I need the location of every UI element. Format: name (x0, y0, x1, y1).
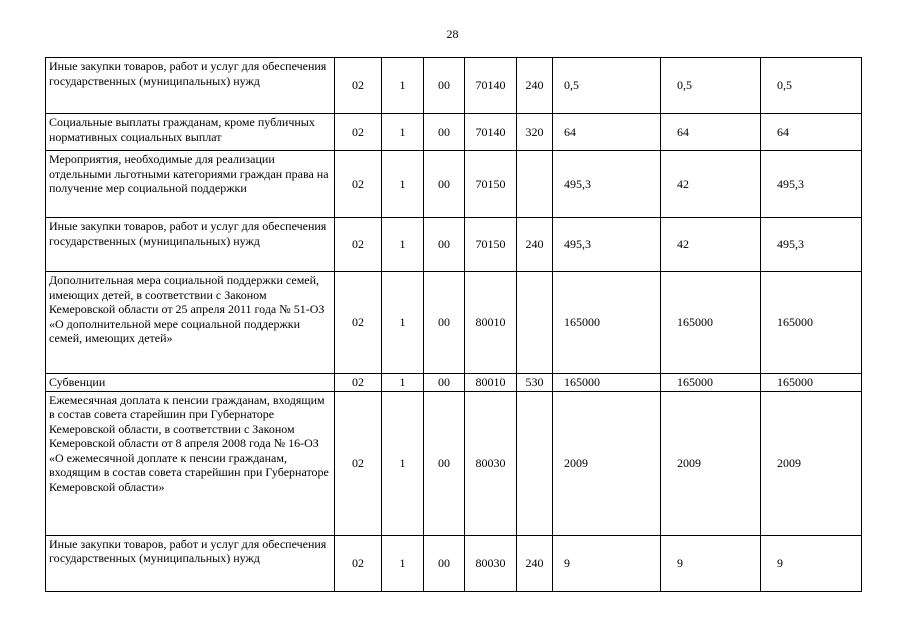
row-program-code: 1 (382, 218, 424, 272)
row-amount-year3: 165000 (761, 272, 862, 374)
row-target-article: 70140 (465, 114, 517, 151)
row-target-article: 80010 (465, 374, 517, 392)
row-amount-year2: 2009 (661, 391, 761, 535)
row-subprogram-code: 00 (424, 272, 465, 374)
row-program-code: 1 (382, 391, 424, 535)
row-amount-year3: 2009 (761, 391, 862, 535)
row-description: Иные закупки товаров, работ и услуг для обеспечения государственных (муниципальных) нужд (46, 58, 335, 114)
row-amount-year2: 9 (661, 535, 761, 591)
row-target-article: 70150 (465, 218, 517, 272)
row-amount-year1: 2009 (553, 391, 661, 535)
row-description: Субвенции (46, 374, 335, 392)
row-subprogram-code: 00 (424, 151, 465, 218)
row-amount-year1: 64 (553, 114, 661, 151)
row-description: Мероприятия, необходимые для реализации отдельными льготными категориями граждан права на получение мер социальной поддержки (46, 151, 335, 218)
row-amount-year3: 64 (761, 114, 862, 151)
row-target-article: 80010 (465, 272, 517, 374)
row-section-code: 02 (335, 272, 382, 374)
row-expense-type: 530 (517, 374, 553, 392)
row-subprogram-code: 00 (424, 114, 465, 151)
row-description: Иные закупки товаров, работ и услуг для обеспечения государственных (муниципальных) нужд (46, 218, 335, 272)
row-amount-year1: 9 (553, 535, 661, 591)
row-target-article: 70150 (465, 151, 517, 218)
row-program-code: 1 (382, 272, 424, 374)
row-section-code: 02 (335, 218, 382, 272)
page-number: 28 (446, 27, 459, 41)
row-program-code: 1 (382, 151, 424, 218)
row-target-article: 80030 (465, 391, 517, 535)
row-target-article: 80030 (465, 535, 517, 591)
row-subprogram-code: 00 (424, 374, 465, 392)
row-expense-type: 240 (517, 535, 553, 591)
row-expense-type: 240 (517, 58, 553, 114)
row-amount-year3: 9 (761, 535, 862, 591)
row-target-article: 70140 (465, 58, 517, 114)
row-subprogram-code: 00 (424, 218, 465, 272)
row-amount-year2: 42 (661, 218, 761, 272)
table-row (46, 272, 862, 374)
table-row (46, 218, 862, 272)
row-expense-type: 240 (517, 218, 553, 272)
row-amount-year2: 165000 (661, 272, 761, 374)
row-subprogram-code: 00 (424, 391, 465, 535)
row-amount-year2: 64 (661, 114, 761, 151)
row-description: Социальные выплаты гражданам, кроме публичных нормативных социальных выплат (46, 114, 335, 151)
table-row (46, 374, 862, 392)
row-section-code: 02 (335, 114, 382, 151)
row-program-code: 1 (382, 374, 424, 392)
row-amount-year2: 165000 (661, 374, 761, 392)
row-description: Ежемесячная доплата к пенсии гражданам, входящим в состав совета старейшин при Губернаторе Кемеровской области, в соответствии с Законом Кемеровской области от 8 апреля 2008 года № 16-ОЗ «О ежемесячной доплате к пенсии гражданам, входящим в состав совета старейшин при Губернаторе Кемеровской области» (46, 391, 335, 535)
table-row (46, 151, 862, 218)
row-subprogram-code: 00 (424, 58, 465, 114)
row-amount-year1: 165000 (553, 272, 661, 374)
row-description: Дополнительная мера социальной поддержки семей, имеющих детей, в соответствии с Законом Кемеровской области от 25 апреля 2011 года № 51-ОЗ «О дополнительной мере социальной поддержки семей, имеющих детей» (46, 272, 335, 374)
row-description: Иные закупки товаров, работ и услуг для обеспечения государственных (муниципальных) нужд (46, 535, 335, 591)
row-section-code: 02 (335, 58, 382, 114)
row-program-code: 1 (382, 535, 424, 591)
row-section-code: 02 (335, 391, 382, 535)
row-section-code: 02 (335, 374, 382, 392)
row-amount-year2: 0,5 (661, 58, 761, 114)
row-expense-type (517, 151, 553, 218)
row-program-code: 1 (382, 114, 424, 151)
row-section-code: 02 (335, 535, 382, 591)
row-section-code: 02 (335, 151, 382, 218)
table-row (46, 114, 862, 151)
table-row (46, 58, 862, 114)
table-row (46, 535, 862, 591)
row-amount-year1: 0,5 (553, 58, 661, 114)
row-amount-year1: 165000 (553, 374, 661, 392)
row-amount-year3: 495,3 (761, 151, 862, 218)
row-subprogram-code: 00 (424, 535, 465, 591)
row-amount-year3: 495,3 (761, 218, 862, 272)
row-amount-year1: 495,3 (553, 218, 661, 272)
row-amount-year1: 495,3 (553, 151, 661, 218)
table-row (46, 391, 862, 535)
row-expense-type: 320 (517, 114, 553, 151)
budget-table (45, 57, 862, 592)
row-expense-type (517, 391, 553, 535)
row-amount-year3: 0,5 (761, 58, 862, 114)
row-expense-type (517, 272, 553, 374)
row-amount-year3: 165000 (761, 374, 862, 392)
row-amount-year2: 42 (661, 151, 761, 218)
row-program-code: 1 (382, 58, 424, 114)
